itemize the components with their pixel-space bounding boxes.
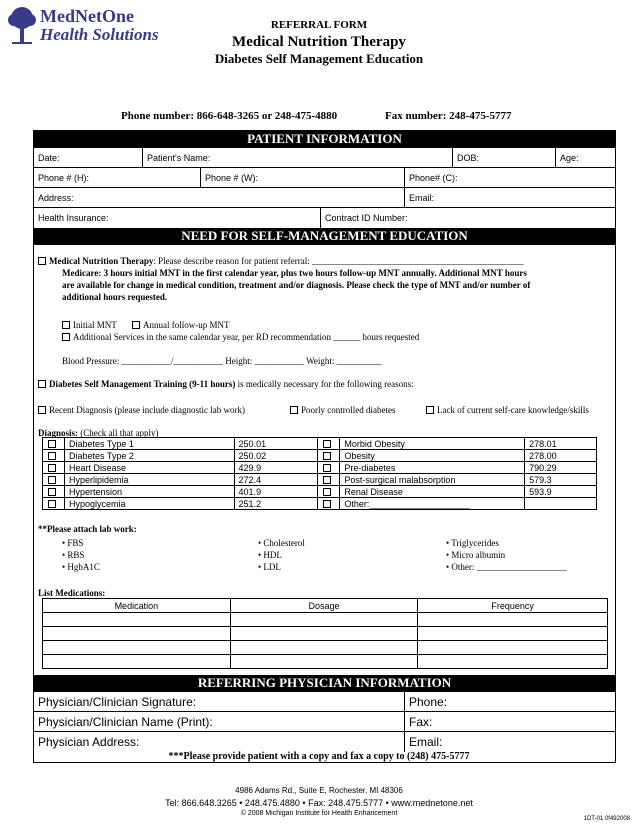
medicare-line-3: additional hours requested. bbox=[62, 292, 168, 302]
physician-row-2 bbox=[34, 712, 615, 732]
medication-cell[interactable] bbox=[43, 627, 231, 641]
frequency-cell[interactable] bbox=[418, 655, 608, 669]
medication-cell[interactable] bbox=[43, 655, 231, 669]
diagnosis-row bbox=[43, 462, 597, 474]
physician-name-field[interactable]: Physician/Clinician Name (Print): bbox=[38, 715, 213, 729]
lab-item: • FBS bbox=[62, 538, 84, 548]
logo-subtitle: Health Solutions bbox=[40, 25, 159, 44]
form-code: 1DT-01 0f492008 bbox=[583, 816, 630, 822]
dsmt-line[interactable]: Diabetes Self Management Training (9-11 hours) is medically necessary for the following reasons: bbox=[38, 379, 414, 389]
form-title: REFERRAL FORM bbox=[270, 19, 368, 31]
diagnosis-code: 429.9 bbox=[234, 462, 318, 474]
reason-recent-diagnosis[interactable]: Recent Diagnosis (please include diagnostic lab work) bbox=[38, 405, 245, 415]
diagnosis-code: 790.29 bbox=[525, 462, 597, 474]
address-field[interactable]: Address: bbox=[38, 193, 74, 203]
physician-email-field[interactable]: Email: bbox=[404, 732, 615, 752]
frequency-cell[interactable] bbox=[418, 627, 608, 641]
annual-followup-checkbox[interactable] bbox=[132, 321, 140, 329]
lab-item: • Micro albumin bbox=[446, 550, 506, 560]
fax-number: Fax number: 248-475-5777 bbox=[385, 110, 512, 122]
medications-table bbox=[42, 598, 608, 669]
reason-lack-knowledge[interactable]: Lack of current self-care knowledge/skills bbox=[426, 405, 589, 415]
diagnosis-code: 579.3 bbox=[525, 474, 597, 486]
diagnosis-name: Pre-diabetes bbox=[340, 462, 525, 474]
mnt-line[interactable]: Medical Nutrition Therapy: Please describe reason for patient referral: _______________________________________________ bbox=[38, 256, 524, 266]
fax-notice: ***Please provide patient with a copy and fax a copy to (248) 475-5777 bbox=[168, 751, 470, 762]
diagnosis-code: 251.2 bbox=[234, 498, 318, 510]
frequency-cell[interactable] bbox=[418, 613, 608, 627]
patient-row-1 bbox=[34, 148, 615, 168]
diagnosis-code: 278.01 bbox=[525, 438, 597, 450]
dosage-cell[interactable] bbox=[230, 641, 418, 655]
patient-row-2 bbox=[34, 168, 615, 188]
lab-item: • HDL bbox=[258, 550, 282, 560]
frequency-cell[interactable] bbox=[418, 641, 608, 655]
diagnosis-name: Diabetes Type 1 bbox=[64, 438, 234, 450]
footer-contact: Tel: 866.648.3265 • 248.475.4880 • Fax: 248.475.5777 • www.mednetone.net bbox=[165, 798, 473, 808]
reason-poorly-controlled[interactable]: Poorly controlled diabetes bbox=[290, 405, 395, 415]
need-heading: NEED FOR SELF-MANAGEMENT EDUCATION bbox=[34, 228, 615, 245]
medication-cell[interactable] bbox=[43, 641, 231, 655]
diagnosis-code: 272.4 bbox=[234, 474, 318, 486]
diagnosis-checkbox[interactable] bbox=[318, 438, 340, 450]
medicare-line-1: Medicare: 3 hours initial MNT in the first calendar year, plus two hours follow-up MNT annually. Additional MNT hours bbox=[62, 268, 527, 278]
diagnosis-checkbox[interactable] bbox=[318, 486, 340, 498]
med-header-frequency: Frequency bbox=[418, 599, 608, 613]
diagnosis-checkbox[interactable] bbox=[318, 474, 340, 486]
medication-row[interactable] bbox=[43, 655, 608, 669]
lack-knowledge-checkbox[interactable] bbox=[426, 406, 434, 414]
medicare-line-2: are available for change in medical condition, treatment and/or diagnosis. Please check the type of MNT and/or number of bbox=[62, 280, 531, 290]
physician-fax-field[interactable]: Fax: bbox=[404, 712, 615, 731]
physician-heading: REFERRING PHYSICIAN INFORMATION bbox=[34, 675, 615, 692]
date-field[interactable]: Date: bbox=[38, 153, 60, 163]
phone-home-field[interactable]: Phone # (H): bbox=[38, 173, 90, 183]
medications-label: List Medications: bbox=[38, 588, 106, 598]
patient-row-3 bbox=[34, 188, 615, 208]
lab-item: • LDL bbox=[258, 562, 281, 572]
patient-row-4 bbox=[34, 208, 615, 228]
lab-item: • Triglycerides bbox=[446, 538, 499, 548]
initial-mnt-checkbox[interactable] bbox=[62, 321, 70, 329]
diagnosis-checkbox[interactable] bbox=[43, 498, 65, 510]
poorly-controlled-checkbox[interactable] bbox=[290, 406, 298, 414]
patient-name-field[interactable]: Patient's Name: bbox=[142, 148, 452, 167]
age-field[interactable]: Age: bbox=[555, 148, 615, 167]
diagnosis-row bbox=[43, 438, 597, 450]
lab-item: • HgbA1C bbox=[62, 562, 100, 572]
dsmt-checkbox[interactable] bbox=[38, 380, 46, 388]
lab-item: • Other: ____________________ bbox=[446, 562, 567, 572]
diagnosis-name: Hyperlipidemia bbox=[64, 474, 234, 486]
phone-cell-field[interactable]: Phone# (C): bbox=[404, 168, 615, 187]
lab-work-label: **Please attach lab work: bbox=[38, 524, 137, 534]
lab-item: • Cholesterol bbox=[258, 538, 305, 548]
diagnosis-checkbox[interactable] bbox=[43, 462, 65, 474]
title-main: Medical Nutrition Therapy bbox=[232, 34, 406, 50]
diagnosis-name: Hypertension bbox=[64, 486, 234, 498]
diagnosis-name: Post-surgical malabsorption bbox=[340, 474, 525, 486]
physician-signature-field[interactable]: Physician/Clinician Signature: bbox=[38, 695, 197, 709]
additional-services-checkbox[interactable] bbox=[62, 333, 70, 341]
diagnosis-code: 593.9 bbox=[525, 486, 597, 498]
footer-copyright: © 2008 Michigan Institute for Health Enhancement bbox=[240, 810, 398, 817]
diagnosis-row bbox=[43, 474, 597, 486]
diagnosis-checkbox[interactable] bbox=[43, 474, 65, 486]
diagnosis-row bbox=[43, 498, 597, 510]
physician-row-1 bbox=[34, 692, 615, 712]
diagnosis-table bbox=[42, 437, 597, 510]
diagnosis-name: Diabetes Type 2 bbox=[64, 450, 234, 462]
dosage-cell[interactable] bbox=[230, 627, 418, 641]
medication-row[interactable] bbox=[43, 627, 608, 641]
email-field[interactable]: Email: bbox=[404, 188, 615, 207]
contract-id-field[interactable]: Contract ID Number: bbox=[320, 208, 615, 228]
patient-info-heading: PATIENT INFORMATION bbox=[34, 131, 615, 148]
med-header-medication: Medication bbox=[43, 599, 231, 613]
physician-row-3 bbox=[34, 732, 615, 752]
diagnosis-code: 250.01 bbox=[234, 438, 318, 450]
diagnosis-name: Hypoglycemia bbox=[64, 498, 234, 510]
medication-row[interactable] bbox=[43, 613, 608, 627]
lab-item: • RBS bbox=[62, 550, 85, 560]
diagnosis-code: 278.00 bbox=[525, 450, 597, 462]
mnt-checkbox[interactable] bbox=[38, 257, 46, 265]
title-sub: Diabetes Self Management Education bbox=[214, 51, 424, 66]
diagnosis-checkbox[interactable] bbox=[318, 450, 340, 462]
diagnosis-checkbox[interactable] bbox=[43, 438, 65, 450]
diagnosis-row bbox=[43, 450, 597, 462]
dosage-cell[interactable] bbox=[230, 613, 418, 627]
med-header-dosage: Dosage bbox=[230, 599, 418, 613]
phone-number: Phone number: 866-648-3265 or 248-475-4880 bbox=[121, 110, 338, 122]
diagnosis-code: 250.02 bbox=[234, 450, 318, 462]
phone-work-field[interactable]: Phone # (W): bbox=[200, 168, 404, 187]
initial-mnt-option[interactable]: Initial MNT bbox=[62, 320, 117, 330]
diagnosis-name: Renal Disease bbox=[340, 486, 525, 498]
vitals-line[interactable]: Blood Pressure: ___________/___________ Height: ___________ Weight: __________ bbox=[62, 356, 382, 366]
logo-name: MedNetOne bbox=[40, 6, 134, 26]
insurance-field[interactable]: Health Insurance: bbox=[38, 213, 109, 223]
diagnosis-label: Diagnosis: (Check all that apply) bbox=[38, 428, 159, 438]
medication-row[interactable] bbox=[43, 641, 608, 655]
physician-address-field[interactable]: Physician Address: bbox=[38, 735, 140, 749]
diagnosis-code: 401.9 bbox=[234, 486, 318, 498]
diagnosis-name: Obesity bbox=[340, 450, 525, 462]
medication-cell[interactable] bbox=[43, 613, 231, 627]
recent-diagnosis-checkbox[interactable] bbox=[38, 406, 46, 414]
diagnosis-name: Heart Disease bbox=[64, 462, 234, 474]
diagnosis-checkbox[interactable] bbox=[318, 498, 340, 510]
dosage-cell[interactable] bbox=[230, 655, 418, 669]
diagnosis-checkbox[interactable] bbox=[43, 486, 65, 498]
diagnosis-checkbox[interactable] bbox=[318, 462, 340, 474]
diagnosis-code bbox=[525, 498, 597, 510]
additional-services-option[interactable]: Additional Services in the same calendar year, per RD recommendation ______ hours requested bbox=[62, 332, 419, 342]
dob-field[interactable]: DOB: bbox=[452, 148, 555, 167]
diagnosis-name: Other:____________________ bbox=[340, 498, 525, 510]
form-frame bbox=[33, 130, 616, 763]
diagnosis-checkbox[interactable] bbox=[43, 450, 65, 462]
diagnosis-row bbox=[43, 486, 597, 498]
diagnosis-name: Morbid Obesity bbox=[340, 438, 525, 450]
footer-address: 4986 Adams Rd., Suite E, Rochester, MI 48306 bbox=[235, 786, 403, 795]
physician-phone-field[interactable]: Phone: bbox=[404, 692, 615, 711]
annual-followup-option[interactable]: Annual follow-up MNT bbox=[132, 320, 230, 330]
